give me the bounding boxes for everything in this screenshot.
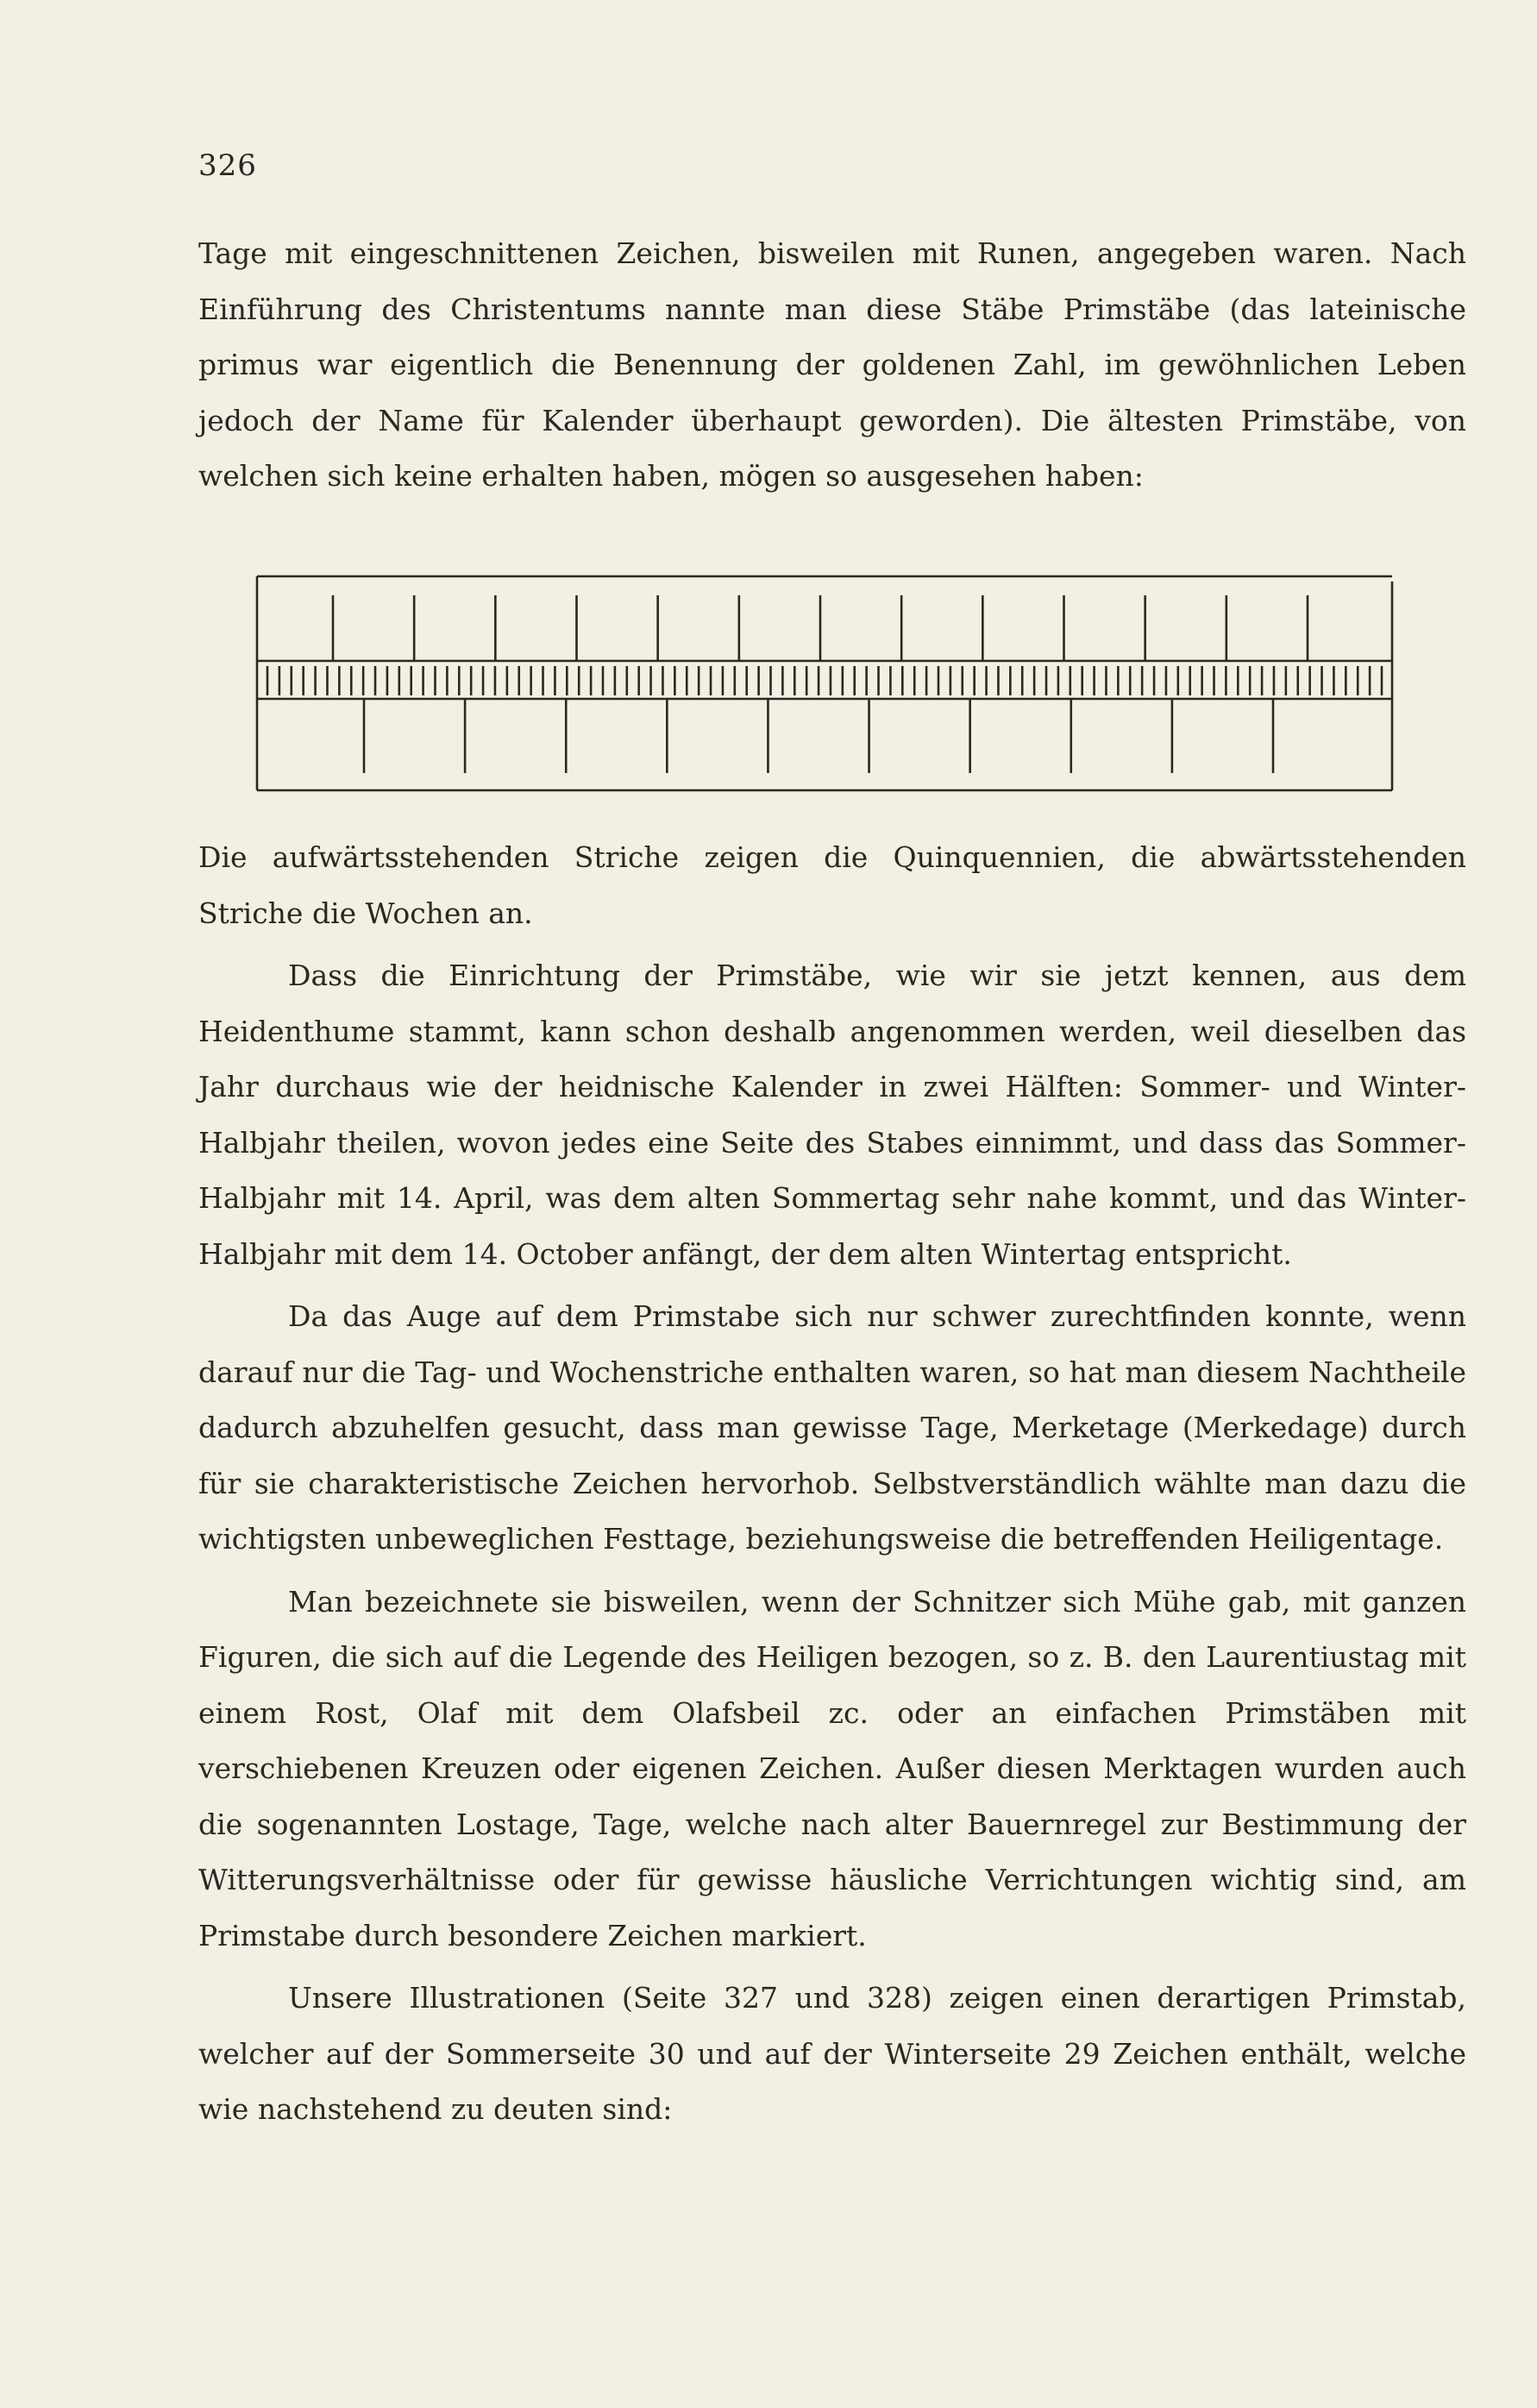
primstab-figure [255,569,1402,794]
paragraph: Unsere Illustrationen (Seite 327 und 328) zeigen einen derartigen Primstab, welcher auf der Sommerseite 30 und auf der Winterseite 29 Zeichen enthält, welche wie nachstehend zu deuten sind: [198,1981,1466,2126]
page-number: 326 [198,148,257,183]
text-block-bottom [198,830,1466,2138]
paragraph: Tage mit eingeschnittenen Zeichen, bisweilen mit Runen, angegeben waren. Nach Einführung des Christentums nannte man diese Stäbe Primstäbe (das lateinische primus war eigentlich die Benennung der goldenen Zahl, im gewöhnlichen Leben jedoch der Name für Kalender überhaupt geworden). Die ältesten Primstäbe, von welchen sich keine erhalten haben, mögen so ausgesehen haben: [198,236,1466,493]
figure-frame [257,576,1392,790]
paragraph: Da das Auge auf dem Primstabe sich nur schwer zurechtfinden konnte, wenn darauf nur die Tag- und Wochenstriche enthalten waren, so hat man diesem Nachtheile dadurch abzuhelfen gesucht, dass man gewisse Tage, Merketage (Merkedage) durch für sie charakteristische Zeichen hervorhob. Selbstverständlich wählte man dazu die wichtigsten unbeweglichen Festtage, beziehungsweise die betreffenden Heiligentage. [198,1299,1466,1556]
paragraph: Die aufwärtsstehenden Striche zeigen die Quinquennien, die abwärtsstehenden Striche die Wochen an. [198,840,1466,930]
figure-lower-strokes [364,699,1273,773]
figure-day-strokes [267,666,1382,695]
figure-upper-strokes [333,595,1308,661]
paragraph: Dass die Einrichtung der Primstäbe, wie wir sie jetzt kennen, aus dem Heidenthume stammt, kann schon deshalb angenommen werden, weil dieselben das Jahr durchaus wie der heidnische Kalender in zwei Hälften: Sommer- und Winter-Halbjahr theilen, wovon jedes eine Seite des Stabes einnimmt, und dass das Sommer-Halbjahr mit 14. April, was dem alten Sommertag sehr nahe kommt, und das Winter-Halbjahr mit dem 14. October anfängt, der dem alten Wintertag entspricht. [198,959,1466,1271]
paragraph: Man bezeichnete sie bisweilen, wenn der Schnitzer sich Mühe gab, mit ganzen Figuren, die sich auf die Legende des Heiligen bezogen, so z. B. den Laurentiustag mit einem Rost, Olaf mit dem Olafsbeil zc. oder an einfachen Primstäben mit verschiebenen Kreuzen oder eigenen Zeichen. Außer diesen Merktagen wurden auch die sogenannten Lostage, Tage, welche nach alter Bauernregel zur Bestimmung der Witterungsverhältnisse oder für gewisse häusliche Verrichtungen wichtig sind, am Primstabe durch besondere Zeichen markiert. [198,1584,1466,1952]
text-block-top [198,226,1466,505]
